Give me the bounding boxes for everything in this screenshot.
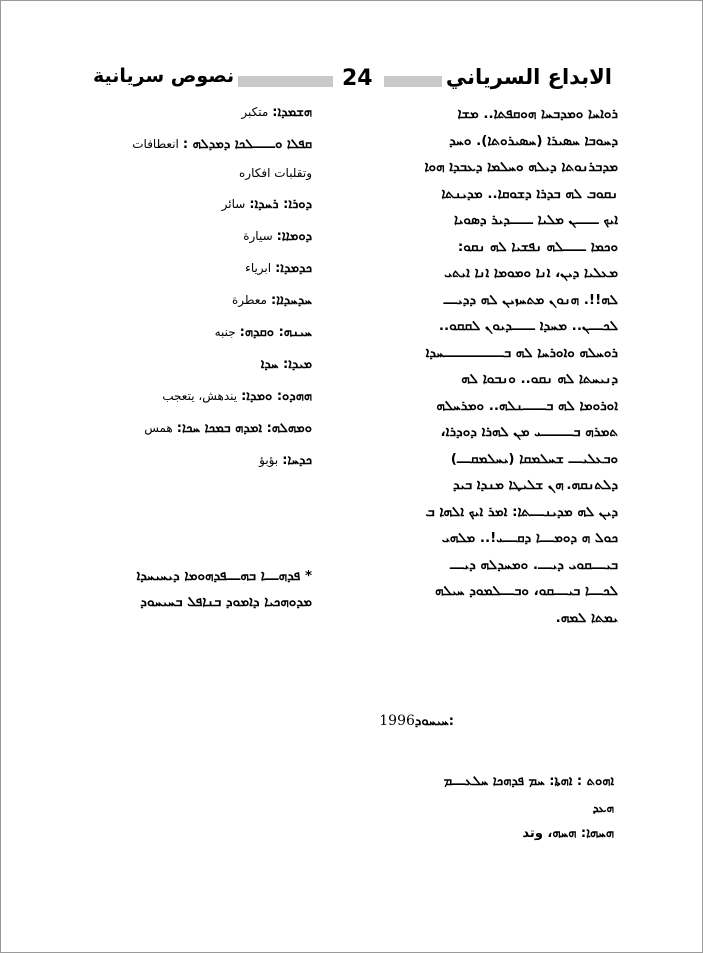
glossary-term: ܚܝܢܗ: ܘܩܕܗ: [239, 325, 312, 340]
main-text-line: ܟܘܠ ܗ ܕܘܡـــܐ ܕܩـــܝ!.. ܡܠܗܝ [441, 530, 618, 546]
glossary-meaning: سيارة [243, 229, 273, 243]
glossary-meaning: يندهش، يتعجب [162, 389, 238, 403]
glossary-meaning: سائر [221, 197, 246, 211]
glossary-term: ܟܕܡܕܐ: [275, 261, 312, 276]
bottom-note-line: ܗܥܕ [592, 801, 614, 815]
glossary-meaning: انعطافات [132, 137, 179, 151]
main-text-line: ܢܩܘܒ ܠܗ ܒܕܪܐ ܕܫܘܩܐ.. ܡܕܝܢܬܐ [441, 185, 618, 202]
main-text-line: ܐܝܟ ـــــܢ ܡܠܝܐ ـــــܕܝܪ ܕܣܘܝܐ [453, 212, 618, 228]
glossary-meaning: جنبه [214, 325, 236, 339]
glossary-meaning: ابرياء [245, 261, 272, 275]
footnote [62, 563, 312, 615]
glossary-meaning: معطرة [232, 293, 267, 307]
glossary-meaning: متكبر [241, 105, 269, 119]
main-text-line: ܬܡܪܗ ܒـــــــܝ ܡܢ ܠܗܪܐ ܕܘܕܪܐ، [440, 424, 618, 440]
footnote-line: ܡܕܘܗܟܝܐ ܕܐܡܘܕ ܒܢܐܦܠ ܒܚܝܚܘܕ [140, 594, 312, 610]
glossary-entry [82, 417, 312, 440]
main-text-line: ܠܟـــܢ.. ܡܚܕܐ ـــــܕܝܘܢ ܠܩܩܘ.. [438, 318, 618, 334]
footnote-line: * ܦܕܗـــܐ ܒܗـــܦܕܗܘܡܐ ܕܝܚܝܚܕܐ [136, 568, 312, 584]
main-text-line: ܪܘܐܚܐ ܘܡܕܒܚܐ ܗܘܩܦܬܐ.. ܡܫܐ [457, 106, 618, 122]
page-number: 24 [342, 66, 373, 91]
main-text-line: ܒܝـــܩܘܝ ܕܝـــ. ܘܡܚܕܠܗ ܕܝـــ [449, 556, 618, 573]
main-text-line: ܪܘܚܠܗ ܘܐܘܪܚܐ ܠܗ ܒـــــــــــــܚܕܐ [425, 344, 618, 361]
glossary-entry [82, 449, 312, 472]
glossary-entry [82, 133, 312, 156]
main-text-line: ܕܚܘܒܐ ܚܣܝܪܐ (ܚܣܝܪܘܬܐ). ܘܚܕ [449, 132, 618, 149]
bottom-note-line: ܗܚܗܐ: ܗܚܗ، وتد [522, 826, 614, 841]
date-year: 1996 [379, 713, 415, 729]
glossary-term: ܘܡܗܠܗ: ܐܡܕܗ ܒܡܟܐ ܚܟܐ: [176, 421, 312, 436]
glossary-term: ܕܘܪܐ: ܪܚܕܐ: [249, 197, 312, 212]
header-left-title: نصوص سريانية [89, 65, 238, 87]
glossary-entry [82, 162, 312, 184]
glossary-entry [82, 225, 312, 248]
main-text-line: ܠܟـــܐ ܒܝـــܩܘ، ܘܒـــܠܡܘܕ ܚܝܠܗ [434, 583, 618, 599]
glossary-entry [82, 257, 312, 280]
date-line [379, 713, 454, 729]
glossary-meaning: همس [144, 421, 173, 435]
glossary-entry [82, 193, 312, 216]
glossary-entry [82, 385, 312, 408]
main-text-line: ܘܒܥܠܝـــ ܫܚܠܡܩܐ (ܝܚܠܡܩـــ) [450, 450, 618, 467]
page-header [1, 63, 702, 99]
glossary-term: ܟܕܚܐ: [282, 453, 312, 468]
glossary-term: ܗܫܡܕܐ: [272, 105, 312, 120]
main-text-line: ܘܟܡܐ ـــــܠܗ ܢܦܫܝܐ ܠܗ ܢܩܘ: [457, 238, 618, 255]
main-text-column [356, 101, 618, 631]
main-text-line: ܕܢܝܚܬܐ ܠܗ ܢܩܘ.. ܘܢܒܘܐ ܠܗ [461, 371, 618, 387]
glossary-term: ܚܕܚܕܐܐ: [270, 293, 312, 308]
glossary-column [82, 101, 312, 481]
date-label: ܚܝܚܘܕ: [414, 714, 454, 729]
main-text-line: ܡܕܒܪܢܘܬܐ ܕܝܠܗ ܘܚܠܡܐ ܕܥܒܕܐ ܗܘܐ [424, 159, 618, 175]
main-text-line: ܠܗ!!. ܗܢܘܢ ܡܬܚܙܝܢ ܠܗ ܕܕܝـــ [443, 291, 618, 308]
main-text-line: ܡܥܠܝܐ ܕܝܢ، ܐܢܐ ܘܡܘܡܐ ܐܢܐ ܐܝܬܝ [444, 265, 618, 281]
glossary-term: ܕܘܡܐܐ: [276, 229, 312, 244]
glossary-term: ܩܦܠܐ ܘـــــܠܟܐ ܕܡܕܠܗ : [182, 137, 312, 152]
glossary-entry [82, 101, 312, 124]
glossary-term: ܗܗܕܘ: ܘܡܕܐ: [241, 389, 312, 404]
header-right-title: الابداع السرياني [442, 65, 616, 89]
glossary-entry [82, 353, 312, 376]
main-text-line: ܕܠܬܢܩܗ. ܗܢ ܫܠܝܛܐ ܡܢܕܐ ܒܝܕ [452, 477, 618, 493]
glossary-meaning: وتقلبات افكاره [238, 166, 312, 180]
glossary-entry [82, 321, 312, 344]
glossary-entry [82, 289, 312, 312]
bottom-notes [344, 769, 614, 847]
main-text-line: ܐܘܪܘܡܐ ܠܗ ܒـــــܢܠܗ.. ܘܡܪܚܠܗ [436, 397, 618, 414]
glossary-term: ܡܝܕܐ: ܚܕܐ [260, 357, 312, 372]
glossary-meaning: بؤبؤ [259, 453, 279, 467]
bottom-note-line: ܐܗܘܬ : ܐܗܬܐ: ܚܡ ܦܕܗܟܐ ܚܠܥـــܡ [443, 774, 614, 789]
main-text-line: ܝܡܬܐ ܠܡܗ. [555, 609, 618, 626]
main-text-line: ܕܝܢ ܠܗ ܡܕܝܢـــܬܐ: ܐܡܪ ܐܝܟ ܐܠܗܐ ܒ [425, 503, 618, 520]
